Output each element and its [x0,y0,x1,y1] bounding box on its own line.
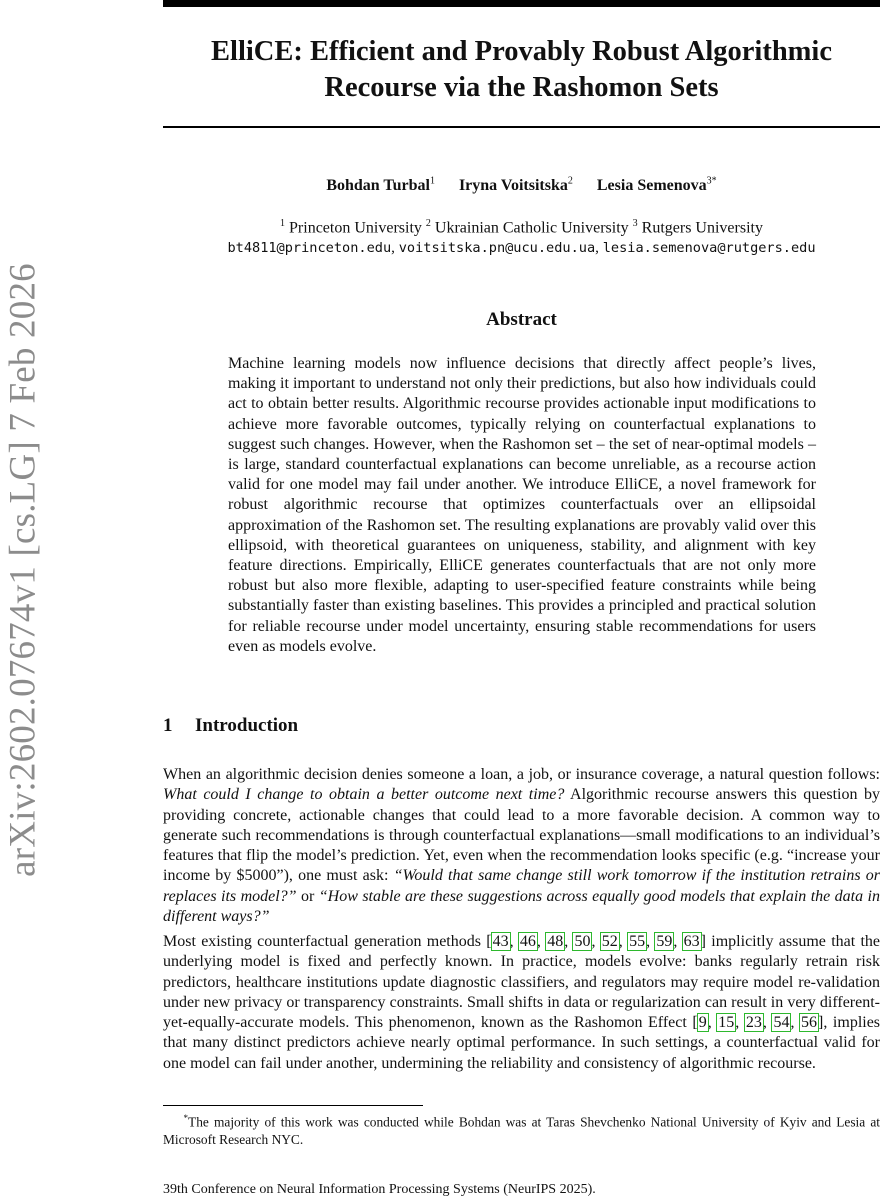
citation-link[interactable]: 54 [773,1014,790,1032]
citation-link[interactable]: 23 [745,1014,762,1032]
citation-link[interactable]: 50 [574,933,591,950]
arxiv-identifier [2,265,44,875]
citation-link[interactable]: 59 [656,933,673,950]
citation-link[interactable]: 55 [629,933,646,950]
section-heading-introduction [163,715,298,737]
citation-link[interactable]: 48 [547,933,564,950]
email-2[interactable]: voitsitska.pn@ucu.edu.ua [398,240,596,256]
paper-title-line-1: ElliCE: Efficient and Provably Robust Algorithmic [211,36,832,67]
affiliation-3: Rutgers University [637,219,763,237]
citation-link[interactable]: 43 [492,933,509,950]
citation-link[interactable]: 15 [718,1014,735,1032]
citation-link[interactable]: 63 [683,933,700,950]
intro-paragraph-2: Most existing counterfactual generation methods [43, 46, 48, 50, 52, 55, 59, 63] implicitly assume that the underlying model is fixed and perfectly known. In practice, models evolve: banks regularly retrain risk predictors, healthcare institutions update diagnostic classifiers, and regulators may require model re-validation under new privacy or transparency constraints. Small shifts in data or regularization can result in very different-yet-equally-accurate models. This phenomenon, known as the Rashomon Effect [9, 15, 23, 54, 56], implies that many distinct predictors achieve nearly optimal performance. In such settings, a counterfactual valid for one model can fail under another, undermining the reliability and consistency of algorithmic recourse. [163,933,881,1072]
author-1: Bohdan Turbal$^1$ [326,176,435,195]
intro-paragraph-1: When an algorithmic decision denies someone a loan, a job, or insurance coverage, a natural question follows: What could I change to obtain a better outcome next time? Algorithmic recourse answers this question by providing concrete, actionable changes that could lead to a more favorable decision. A common way to generate such recommendations is through counterfactual explanations—small modifications to an individual’s features that flip the model’s prediction. Yet, even when the recommendation looks specific (e.g. “increase your income by $5000”), one must ask: “Would that same change still work tomorrow if the institution retrains or replaces its model?” or “How stable are these suggestions across equally good models that explain the data in different ways?” [163,766,881,926]
footnote-text: The majority of this work was conducted while Bohdan was at Taras Shevchenko National University of Kyiv and Lesia at Microsoft Research NYC. [163,1114,880,1148]
citation-link[interactable]: 9 [698,1014,707,1032]
abstract-body: Machine learning models now influence decisions that directly affect people’s lives, making it important to understand not only their predictions, but also how individuals could act to obtain better results. Algorithmic recourse provides actionable input modifications to achieve more favorable outcomes, typically relying on counterfactual explanations to suggest such changes. However, when the Rashomon set – the set of near-optimal models – is large, standard counterfactual explanations can become unreliable, as a recourse action valid for one model may fail under another. We introduce ElliCE, a novel framework for robust algorithmic recourse that optimizes counterfactuals over an ellipsoidal approximation of the Rashomon set. The resulting explanations are provably valid over this ellipsoid, with theoretical guarantees on uniqueness, stability, and alignment with key feature directions. Empirically, ElliCE generates counterfactuals that are not only more robust but also more flexible, adapting to user-specified feature constraints while being substantially faster than existing baselines. This provides a principled and practical solution for reliable recourse under model uncertainty, ensuring stable recommendations for users even as models evolve. [228,355,816,655]
citation-link[interactable]: 56 [801,1014,818,1032]
email-3[interactable]: lesia.semenova@rutgers.edu [602,240,816,256]
section-title: Introduction [195,715,299,736]
affiliations: $^1$ Princeton University $^2$ Ukrainian Catholic University $^3$ Rutgers University [280,218,763,237]
affiliation-1: Princeton University [285,219,426,237]
author-2: Iryna Voitsitska$^2$ [458,176,573,195]
footnote [163,1109,880,1149]
author-3: Lesia Semenova$^{3*}$ [596,176,717,195]
title-top-rule [163,0,880,7]
citation-link[interactable]: 52 [601,933,618,950]
citation-link[interactable]: 46 [519,933,536,950]
section-number: 1 [163,715,173,736]
title-bottom-rule [163,126,880,128]
affiliation-2: Ukrainian Catholic University [430,219,633,237]
arxiv-identifier-text: arXiv:2602.07674v1 [cs.LG] 7 Feb 2026 [2,263,44,877]
paper-title-line-2: Recourse via the Rashomon Sets [324,72,719,103]
email-1[interactable]: bt4811@princeton.edu [227,240,392,256]
footnote-rule [163,1105,423,1106]
paper-title [163,34,880,106]
author-list [163,176,880,195]
abstract-heading: Abstract [486,309,557,330]
venue-footer: 39th Conference on Neural Information Processing Systems (NeurIPS 2025). [163,1182,596,1197]
footnote-marker: * [183,1113,189,1123]
author-emails: bt4811@princeton.edu, voitsitska.pn@ucu.edu.ua, lesia.semenova@rutgers.edu [227,239,816,256]
